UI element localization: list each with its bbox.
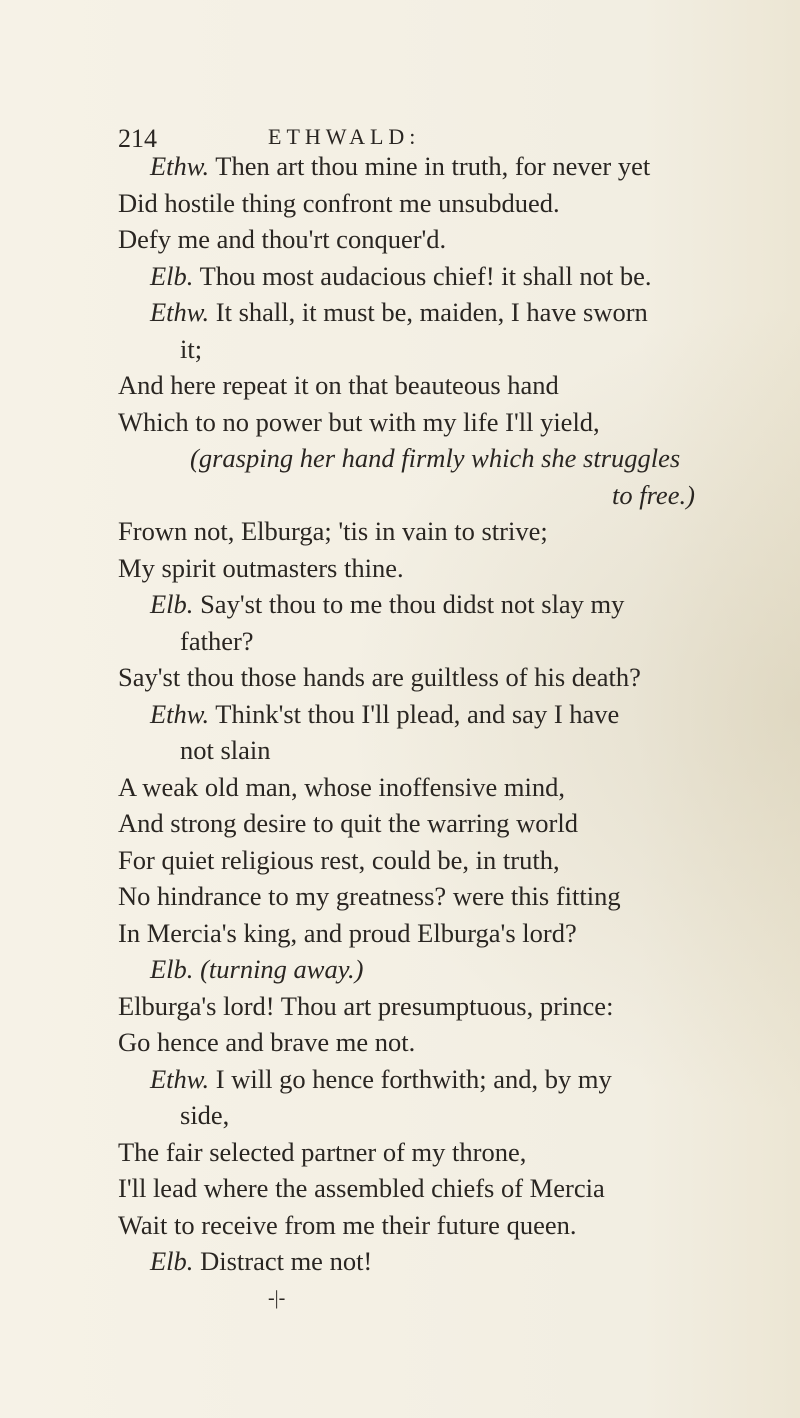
text-line (118, 550, 778, 587)
text-line (118, 988, 778, 1025)
stage-direction (118, 440, 778, 477)
line-text: And strong desire to quit the warring world (118, 808, 578, 838)
speaker: Ethw. (150, 297, 210, 327)
running-head: ETHWALD: (268, 124, 421, 149)
text-line (118, 951, 778, 988)
line-text: Thou most audacious chief! it shall not be. (193, 260, 652, 291)
line-text: Did hostile thing confront me unsubdued. (118, 187, 560, 218)
line-text: (turning away.) (193, 954, 364, 984)
text-line (118, 1097, 778, 1134)
line-text: I will go hence forthwith; and, by my (209, 1063, 612, 1094)
text-line (118, 185, 778, 222)
line-text: it; (180, 333, 203, 364)
line-text: I'll lead where the assembled chiefs of Mercia (118, 1173, 605, 1203)
text-line (118, 148, 778, 185)
line-text: father? (180, 625, 254, 656)
text-line (118, 331, 778, 368)
line-text: Say'st thou those hands are guiltless of his death? (118, 662, 641, 692)
text-line (118, 623, 778, 660)
text-line (118, 258, 778, 295)
line-text: not slain (180, 735, 271, 765)
line-text: A weak old man, whose inoffensive mind, (118, 771, 565, 802)
text-line (118, 294, 778, 331)
line-text: The fair selected partner of my throne, (118, 1136, 527, 1167)
text-line (118, 769, 778, 806)
line-text: In Mercia's king, and proud Elburga's lord? (118, 917, 577, 948)
line-text: It shall, it must be, maiden, I have sworn (209, 297, 648, 327)
text-line (118, 842, 778, 879)
line-text: to free.) (612, 479, 695, 510)
line-text: Go hence and brave me not. (118, 1027, 416, 1057)
text-line (118, 513, 778, 550)
text-line (118, 1024, 778, 1061)
speaker: Elb. (150, 1246, 194, 1276)
line-text: My spirit outmasters thine. (118, 552, 404, 583)
line-text: Which to no power but with my life I'll yield, (118, 406, 600, 437)
text-line (118, 1243, 778, 1280)
line-text: (grasping her hand firmly which she struggles (190, 443, 681, 473)
line-text: Say'st thou to me thou didst not slay my (193, 589, 625, 619)
stage-direction (118, 477, 778, 514)
speaker: Elb. (150, 589, 194, 619)
line-text: Think'st thou I'll plead, and say I have (209, 698, 620, 729)
text-body (118, 148, 778, 1316)
line-text: And here repeat it on that beauteous hand (118, 370, 559, 400)
speaker: Elb. (150, 260, 194, 291)
line-text: Defy me and thou'rt conquer'd. (118, 224, 447, 254)
text-line (118, 1170, 778, 1207)
speaker: Ethw. (150, 151, 210, 181)
text-line (118, 659, 778, 696)
speaker: Ethw. (150, 1063, 210, 1094)
line-text: Distract me not! (193, 1246, 373, 1276)
line-text: Then art thou mine in truth, for never yet (209, 151, 651, 181)
text-line (118, 1134, 778, 1171)
line-text: Frown not, Elburga; 'tis in vain to strive; (118, 516, 548, 546)
line-text: Elburga's lord! Thou art presumptuous, prince: (118, 990, 614, 1021)
text-line (118, 404, 778, 441)
line-text: side, (180, 1100, 230, 1130)
page-number: 214 (118, 124, 157, 153)
text-line (118, 1207, 778, 1244)
text-line (118, 221, 778, 258)
text-line (118, 732, 778, 769)
line-text: For quiet religious rest, could be, in truth, (118, 844, 560, 875)
text-line (118, 586, 778, 623)
speaker: Ethw. (150, 698, 210, 729)
speaker: Elb. (150, 954, 194, 984)
line-text: Wait to receive from me their future queen. (118, 1209, 577, 1240)
text-line (118, 878, 778, 915)
text-line (118, 367, 778, 404)
text-line (118, 696, 778, 733)
text-line (118, 915, 778, 952)
text-line (118, 805, 778, 842)
ornament: -|- (268, 1286, 286, 1309)
text-line (118, 1061, 778, 1098)
line-text: No hindrance to my greatness? were this fitting (118, 881, 621, 911)
